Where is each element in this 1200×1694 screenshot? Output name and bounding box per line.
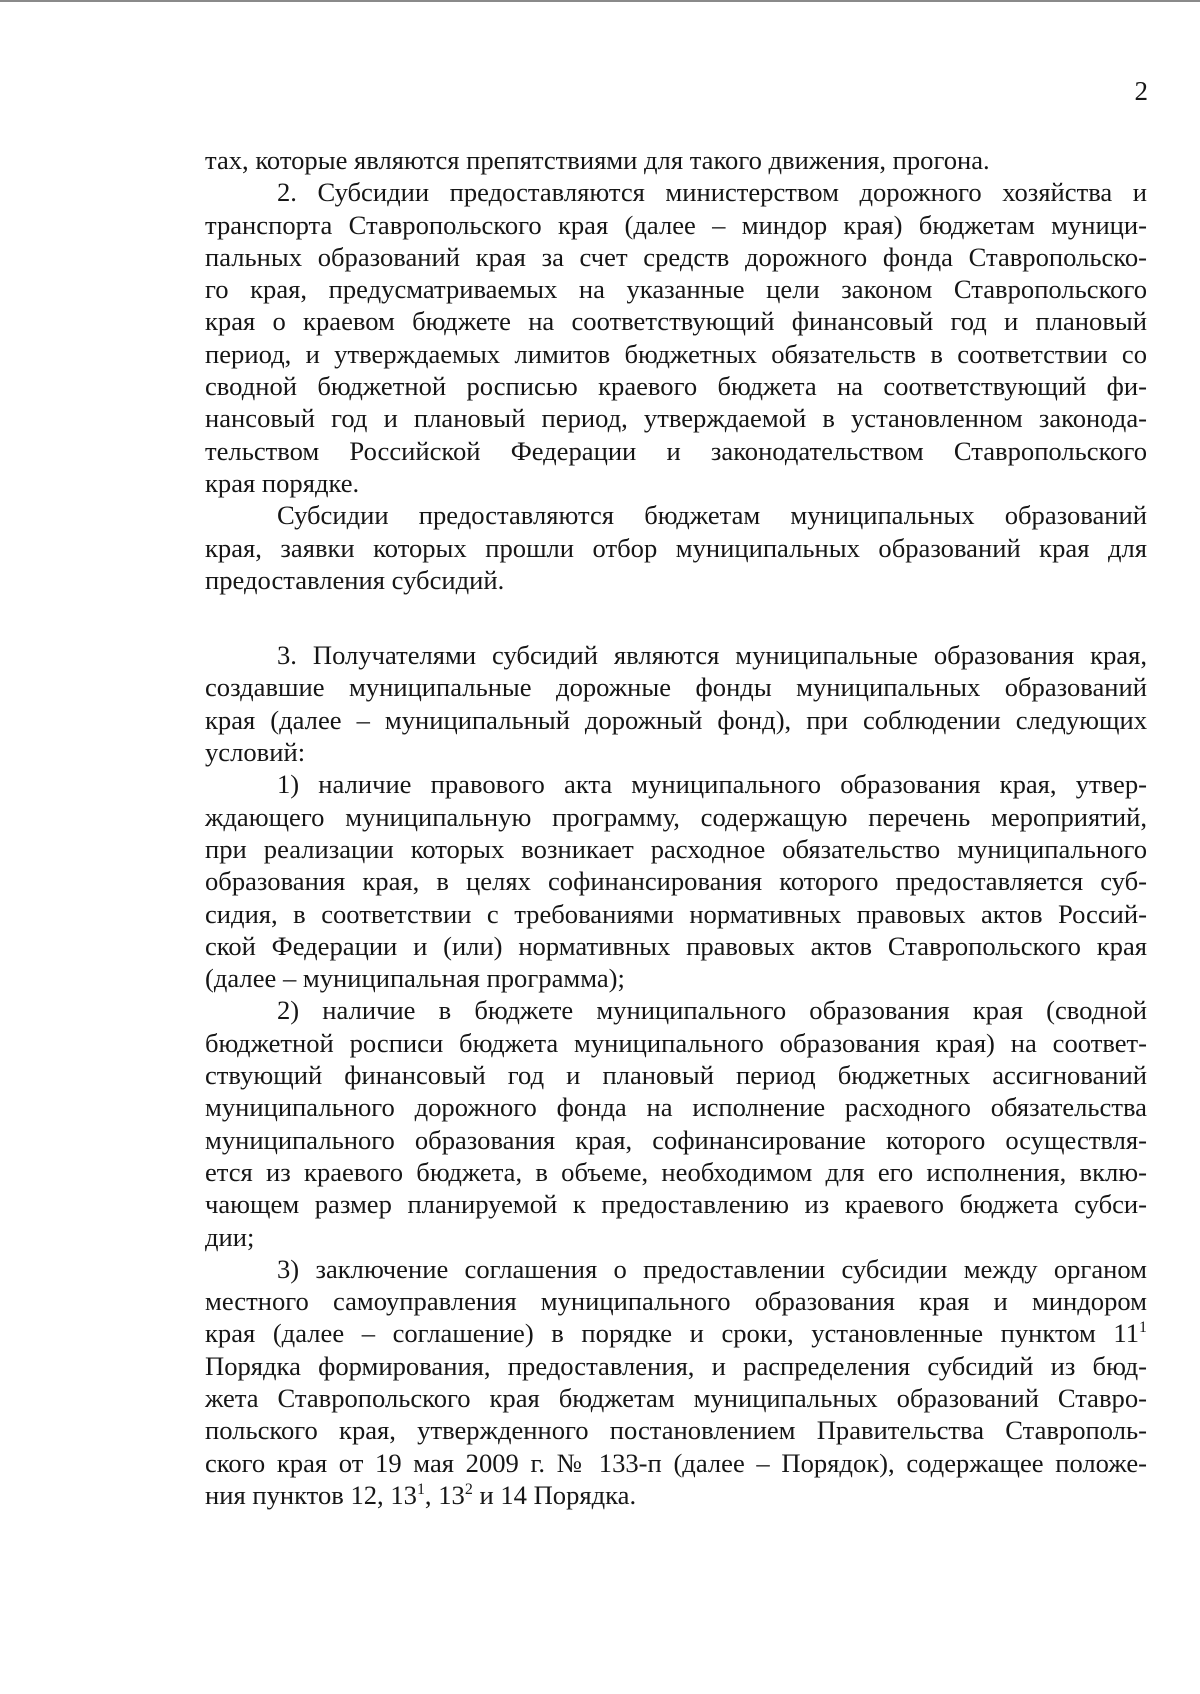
text-line: муниципального дорожного фонда на исполнение расходного обязательства	[205, 1092, 1147, 1123]
text-line: польского края, утвержденного постановлением Правительства Ставрополь-	[205, 1415, 1147, 1446]
text-segment: , 13	[424, 1479, 465, 1510]
text-line: период, и утверждаемых лимитов бюджетных обязательств в соответствии со	[205, 338, 1147, 369]
text-line: ского края от 19 мая 2009 г. № 133-п (далее – Порядок), содержащее положе-	[205, 1447, 1147, 1478]
text-segment: и 14 Порядка.	[472, 1479, 637, 1510]
text-line: ждающего муниципальную программу, содержащую перечень мероприятий,	[205, 801, 1147, 832]
text-line: сидия, в соответствии с требованиями нормативных правовых актов Россий-	[205, 898, 1147, 929]
text-line: нансовый год и плановый период, утверждаемой в установленном законода-	[205, 403, 1147, 434]
document-body	[205, 144, 1147, 1511]
text-line: края о краевом бюджете на соответствующий финансовый год и плановый	[205, 306, 1147, 337]
text-segment: ния пунктов 12, 13	[205, 1479, 417, 1510]
text-line: края (далее – муниципальный дорожный фонд), при соблюдении следующих	[205, 704, 1147, 735]
text-line: дии;	[205, 1221, 255, 1252]
text-line: тах, которые являются препятствиями для такого движения, прогона.	[205, 145, 990, 175]
text-line: ется из краевого бюджета, в объеме, необходимом для его исполнения, вклю-	[205, 1156, 1147, 1187]
text-line: местного самоуправления муниципального образования края и миндором	[205, 1286, 1147, 1317]
text-line: бюджетной росписи бюджета муниципального образования края) на соответ-	[205, 1027, 1147, 1058]
text-line: Порядка формирования, предоставления, и распределения субсидий из бюд-	[205, 1350, 1147, 1381]
text-line: 1) наличие правового акта муниципального образования края, утвер-	[277, 769, 1147, 800]
text-line: края, заявки которых прошли отбор муниципальных образований края для	[205, 532, 1147, 563]
text-line: 2) наличие в бюджете муниципального образования края (сводной	[277, 995, 1147, 1026]
page-number: 2	[1134, 76, 1148, 106]
superscript: 2	[464, 1481, 473, 1499]
superscript: 1	[416, 1481, 425, 1499]
text-line	[205, 1479, 1147, 1511]
text-line: образования края, в целях софинансирования которого предоставляется суб-	[205, 866, 1147, 897]
text-segment: края (далее – соглашение) в порядке и сроки, установленные пунктом 11	[205, 1318, 1140, 1349]
text-line: транспорта Ставропольского края (далее – миндор края) бюджетам муници-	[205, 209, 1147, 240]
paragraph-gap	[205, 596, 1147, 639]
text-line: при реализации которых возникает расходное обязательство муниципального	[205, 833, 1147, 864]
text-line: 2. Субсидии предоставляются министерством дорожного хозяйства и	[277, 177, 1147, 208]
text-line: условий:	[205, 737, 306, 768]
text-line: Субсидии предоставляются бюджетам муниципальных образований	[277, 500, 1147, 531]
superscript: 1	[1139, 1319, 1147, 1337]
text-line: пальных образований края за счет средств дорожного фонда Ставропольско-	[205, 241, 1147, 272]
text-line: чающем размер планируемой к предоставлению из краевого бюджета субси-	[205, 1189, 1147, 1220]
text-line	[205, 1317, 1147, 1349]
text-line: края порядке.	[205, 467, 360, 498]
text-line: 3) заключение соглашения о предоставлении субсидии между органом	[277, 1253, 1147, 1284]
text-line: ской Федерации и (или) нормативных правовых актов Ставропольского края	[205, 930, 1147, 961]
text-line: жета Ставропольского края бюджетам муниципальных образований Ставро-	[205, 1382, 1147, 1413]
text-line: сводной бюджетной росписью краевого бюджета на соответствующий фи-	[205, 371, 1147, 402]
text-line: ствующий финансовый год и плановый период бюджетных ассигнований	[205, 1060, 1147, 1091]
text-line: тельством Российской Федерации и законодательством Ставропольского	[205, 435, 1147, 466]
text-line: го края, предусматриваемых на указанные цели законом Ставропольского	[205, 274, 1147, 305]
text-line: муниципального образования края, софинансирование которого осуществля-	[205, 1124, 1147, 1155]
text-line: (далее – муниципальная программа);	[205, 963, 625, 994]
text-line: 3. Получателями субсидий являются муниципальные образования края,	[277, 640, 1147, 671]
text-line: создавшие муниципальные дорожные фонды муниципальных образований	[205, 672, 1147, 703]
top-border-line	[0, 0, 1200, 2]
text-line: предоставления субсидий.	[205, 564, 505, 595]
